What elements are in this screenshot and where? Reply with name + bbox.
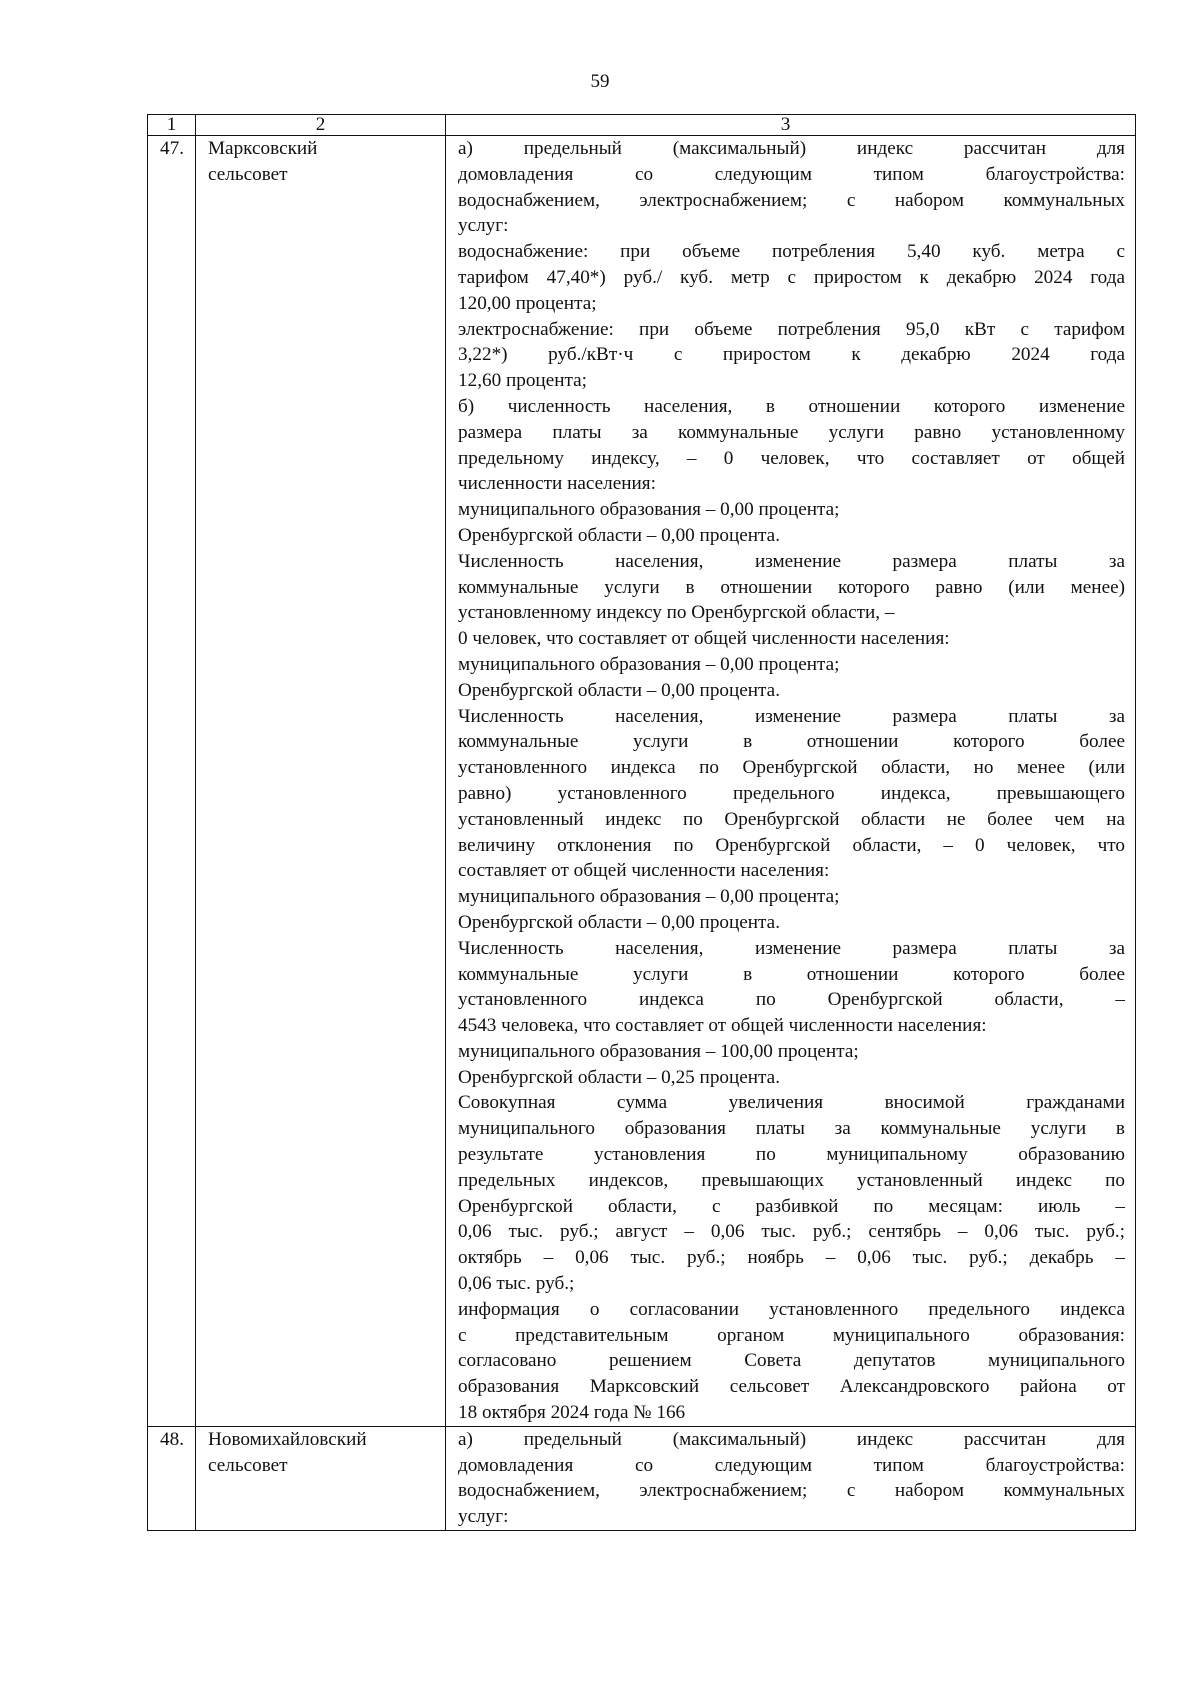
description-line: установленного индекса по Оренбургской области, – (458, 989, 1125, 1011)
description-line: Оренбургской области – 0,00 процента. (458, 679, 780, 701)
description-line: Оренбургской области – 0,00 процента. (458, 524, 780, 546)
header-col-3: 3 (446, 115, 1136, 136)
description-line: численности населения: (458, 473, 656, 495)
header-col-1: 1 (148, 115, 196, 136)
table-row (148, 1426, 1136, 1530)
municipality-name-line: сельсовет (208, 1454, 288, 1476)
description-line: домовладения со следующим типом благоустройства: (458, 163, 1125, 185)
description-line: муниципального образования – 100,00 процента; (458, 1040, 859, 1062)
description-line: муниципального образования – 0,00 процента; (458, 499, 840, 521)
description-line: Численность населения, изменение размера платы за (458, 550, 1125, 572)
description-line: 0 человек, что составляет от общей численности населения: (458, 628, 950, 650)
description-line: а) предельный (максимальный) индекс рассчитан для (458, 1428, 1125, 1450)
municipality-name-line: Марксовский (208, 138, 318, 159)
description-line: результате установления по муниципальному образованию (458, 1144, 1125, 1166)
municipality-name (196, 1426, 446, 1530)
description-line: услуг: (458, 1506, 509, 1528)
description-line: Оренбургской области – 0,25 процента. (458, 1066, 780, 1088)
description-line: предельному индексу, – 0 человек, что составляет от общей (458, 447, 1125, 469)
municipality-name (196, 136, 446, 1427)
description-line: водоснабжение: при объеме потребления 5,40 куб. метра с (458, 241, 1125, 263)
description-line: Численность населения, изменение размера платы за (458, 705, 1125, 727)
description-line: октябрь – 0,06 тыс. руб.; ноябрь – 0,06 тыс. руб.; декабрь – (458, 1247, 1125, 1269)
description-line: 18 октября 2024 года № 166 (458, 1402, 686, 1424)
description-line: муниципального образования – 0,00 процента; (458, 886, 840, 908)
header-col-2: 2 (196, 115, 446, 136)
description-line: 12,60 процента; (458, 370, 587, 392)
description-line: информация о согласовании установленного предельного индекса (458, 1298, 1125, 1320)
description-line: водоснабжением, электроснабжением; с набором коммунальных (458, 189, 1125, 211)
description-line: домовладения со следующим типом благоустройства: (458, 1454, 1125, 1476)
description-line: 0,06 тыс. руб.; (458, 1273, 575, 1295)
description-line: с представительным органом муниципального образования: (458, 1324, 1125, 1346)
description-line: Численность населения, изменение размера платы за (458, 937, 1125, 959)
description-line: установленного индекса по Оренбургской области, но менее (или (458, 757, 1125, 779)
description-line: составляет от общей численности населения: (458, 860, 830, 882)
description-line: 3,22*) руб./кВт·ч с приростом к декабрю 2024 года (458, 344, 1125, 366)
municipality-name-line: Новомихайловский (208, 1428, 367, 1450)
index-description (446, 1426, 1136, 1530)
page-number: 59 (590, 71, 610, 92)
description-line: 0,06 тыс. руб.; август – 0,06 тыс. руб.; сентябрь – 0,06 тыс. руб.; (458, 1221, 1125, 1243)
description-line: электроснабжение: при объеме потребления 95,0 кВт с тарифом (458, 318, 1125, 340)
description-line: коммунальные услуги в отношении которого более (458, 963, 1125, 985)
municipality-name-line: сельсовет (208, 163, 288, 185)
description-line: размера платы за коммунальные услуги равно установленному (458, 421, 1125, 443)
description-line: 120,00 процента; (458, 292, 597, 314)
table-row (148, 136, 1136, 1427)
description-line: а) предельный (максимальный) индекс рассчитан для (458, 138, 1125, 159)
description-line: муниципального образования платы за коммунальные услуги в (458, 1118, 1125, 1140)
description-line: Совокупная сумма увеличения вносимой гражданами (458, 1092, 1125, 1114)
description-line: установленный индекс по Оренбургской области не более чем на (458, 808, 1125, 830)
description-line: установленному индексу по Оренбургской области, – (458, 602, 895, 624)
index-description (446, 136, 1136, 1427)
description-line: коммунальные услуги в отношении которого равно (или менее) (458, 576, 1125, 598)
description-line: образования Марксовский сельсовет Александровского района от (458, 1376, 1125, 1398)
description-line: коммунальные услуги в отношении которого более (458, 731, 1125, 753)
row-number: 48. (148, 1426, 196, 1530)
description-line: тарифом 47,40*) руб./ куб. метр с приростом к декабрю 2024 года (458, 266, 1125, 288)
description-line: услуг: (458, 215, 509, 237)
indices-table (147, 114, 1136, 1531)
row-number: 47. (148, 136, 196, 1427)
description-line: Оренбургской области, с разбивкой по месяцам: июль – (458, 1195, 1125, 1217)
description-line: величину отклонения по Оренбургской области, – 0 человек, что (458, 834, 1125, 856)
description-line: 4543 человека, что составляет от общей численности населения: (458, 1015, 987, 1037)
description-line: согласовано решением Совета депутатов муниципального (458, 1350, 1125, 1372)
description-line: водоснабжением, электроснабжением; с набором коммунальных (458, 1480, 1125, 1502)
description-line: равно) установленного предельного индекса, превышающего (458, 782, 1125, 804)
description-line: Оренбургской области – 0,00 процента. (458, 911, 780, 933)
description-line: муниципального образования – 0,00 процента; (458, 653, 840, 675)
description-line: предельных индексов, превышающих установленный индекс по (458, 1169, 1125, 1191)
description-line: б) численность населения, в отношении которого изменение (458, 395, 1125, 417)
table-header-row (148, 115, 1136, 136)
